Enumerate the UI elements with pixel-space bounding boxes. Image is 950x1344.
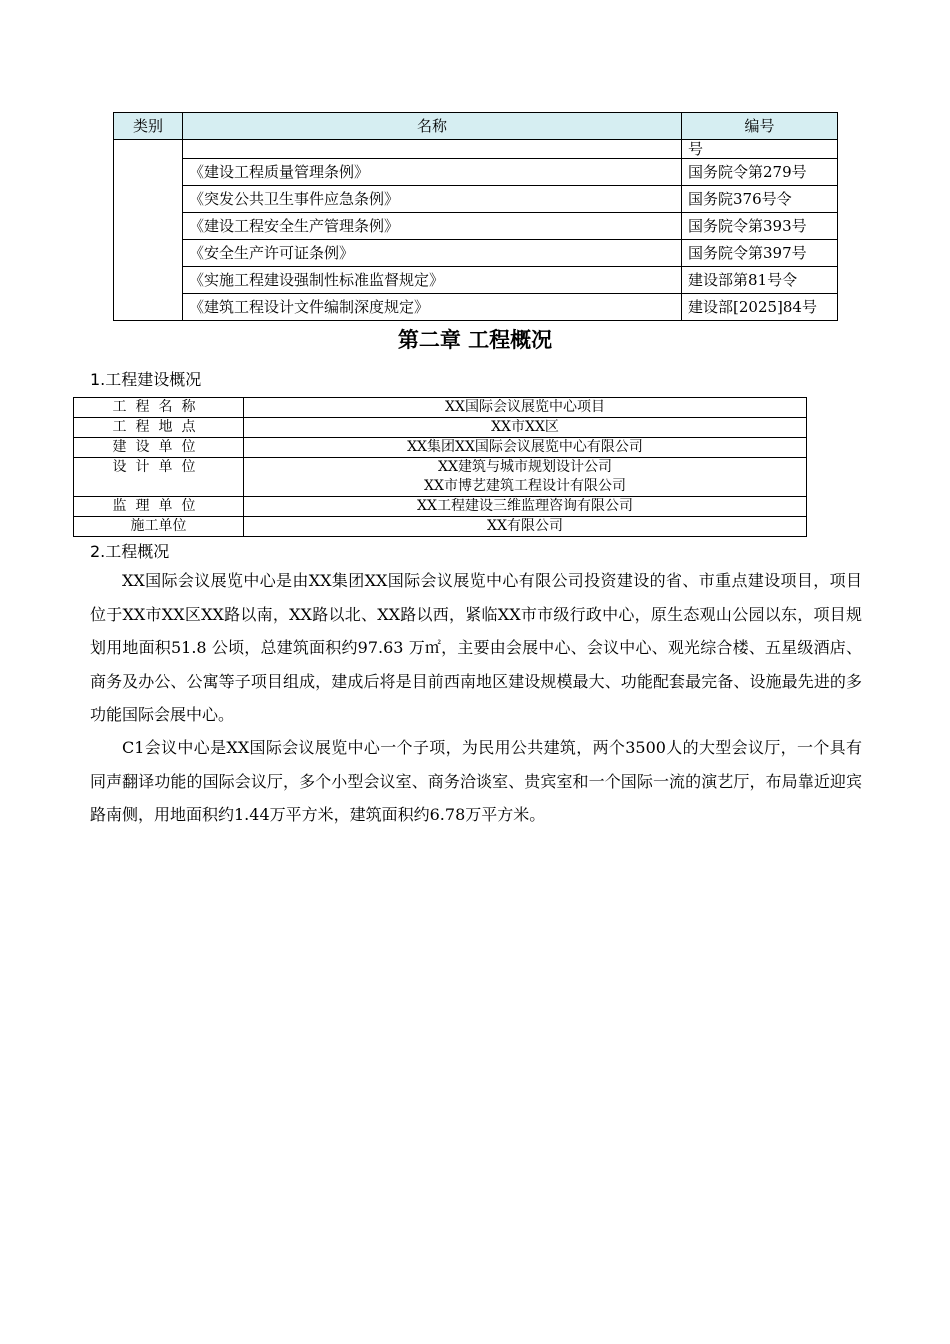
table-row [74,497,807,517]
row-label: 工程地点 [74,418,244,438]
row-value: XX国际会议展览中心项目 [244,398,807,418]
row-label: 设计单位 [74,458,244,497]
name-cell: 《安全生产许可证条例》 [183,240,682,267]
table-row [114,294,838,321]
row-value-line: XX市博艺建筑工程设计有限公司 [424,478,626,494]
row-value-line: XX建筑与城市规划设计公司 [438,459,612,475]
name-cell: 《突发公共卫生事件应急条例》 [183,186,682,213]
table-row [74,398,807,418]
table-row [74,438,807,458]
overview-paragraph: XX国际会议展览中心是由XX集团XX国际会议展览中心有限公司投资建设的省、市重点建设项目，项目位于XX市XX区XX路以南，XX路以北、XX路以西，紧临XX市市级行政中心，原生态观山公园以东，项目规划用地面积51.8 公顷，总建筑面积约97.63 万㎡，主要由会展中心、会议中心、观光综合楼、五星级酒店、商务及办公、公寓等子项目组成，建成后将是目前西南地区建设规模最大、功能配套最完备、设施最先进的多功能国际会展中心。 [90,571,862,724]
section-heading-construction-overview: 1.工程建设概况 [90,370,202,389]
code-cell: 号 [682,140,838,159]
column-header-code: 编号 [682,113,838,140]
column-header-category: 类别 [114,113,183,140]
name-cell [183,140,682,159]
row-value [244,458,807,497]
regulations-table [113,112,838,321]
table-row [74,458,807,497]
code-cell: 国务院令第393号 [682,213,838,240]
project-info-table [73,397,807,537]
table-row [74,517,807,537]
name-cell: 《建设工程质量管理条例》 [183,159,682,186]
name-cell: 《实施工程建设强制性标准监督规定》 [183,267,682,294]
overview-paragraph: C1会议中心是XX国际会议展览中心一个子项，为民用公共建筑，两个3500人的大型会议厅，一个具有同声翻译功能的国际会议厅，多个小型会议室、商务洽谈室、贵宾室和一个国际一流的演艺厅，布局靠近迎宾路南侧，用地面积约1.44万平方米，建筑面积约6.78万平方米。 [90,738,862,824]
table-row [74,418,807,438]
table-row [114,267,838,294]
code-cell: 建设部第81号令 [682,267,838,294]
table-header-row [114,113,838,140]
row-value: XX集团XX国际会议展览中心有限公司 [244,438,807,458]
row-value: XX工程建设三维监理咨询有限公司 [244,497,807,517]
row-label: 建设单位 [74,438,244,458]
name-cell: 《建筑工程设计文件编制深度规定》 [183,294,682,321]
chapter-title: 第二章 工程概况 [397,328,553,352]
column-header-name: 名称 [183,113,682,140]
row-value: XX市XX区 [244,418,807,438]
name-cell: 《建设工程安全生产管理条例》 [183,213,682,240]
code-cell: 国务院376号令 [682,186,838,213]
table-row [114,213,838,240]
row-label: 监理单位 [74,497,244,517]
table-row [114,140,838,159]
table-row [114,159,838,186]
section-heading-project-overview: 2.工程概况 [90,542,170,561]
code-cell: 国务院令第397号 [682,240,838,267]
row-value: XX有限公司 [244,517,807,537]
row-label: 施工单位 [74,517,244,537]
code-cell: 建设部[2025]84号 [682,294,838,321]
table-row [114,240,838,267]
code-cell: 国务院令第279号 [682,159,838,186]
row-label: 工程名称 [74,398,244,418]
table-row [114,186,838,213]
category-cell [114,140,183,321]
